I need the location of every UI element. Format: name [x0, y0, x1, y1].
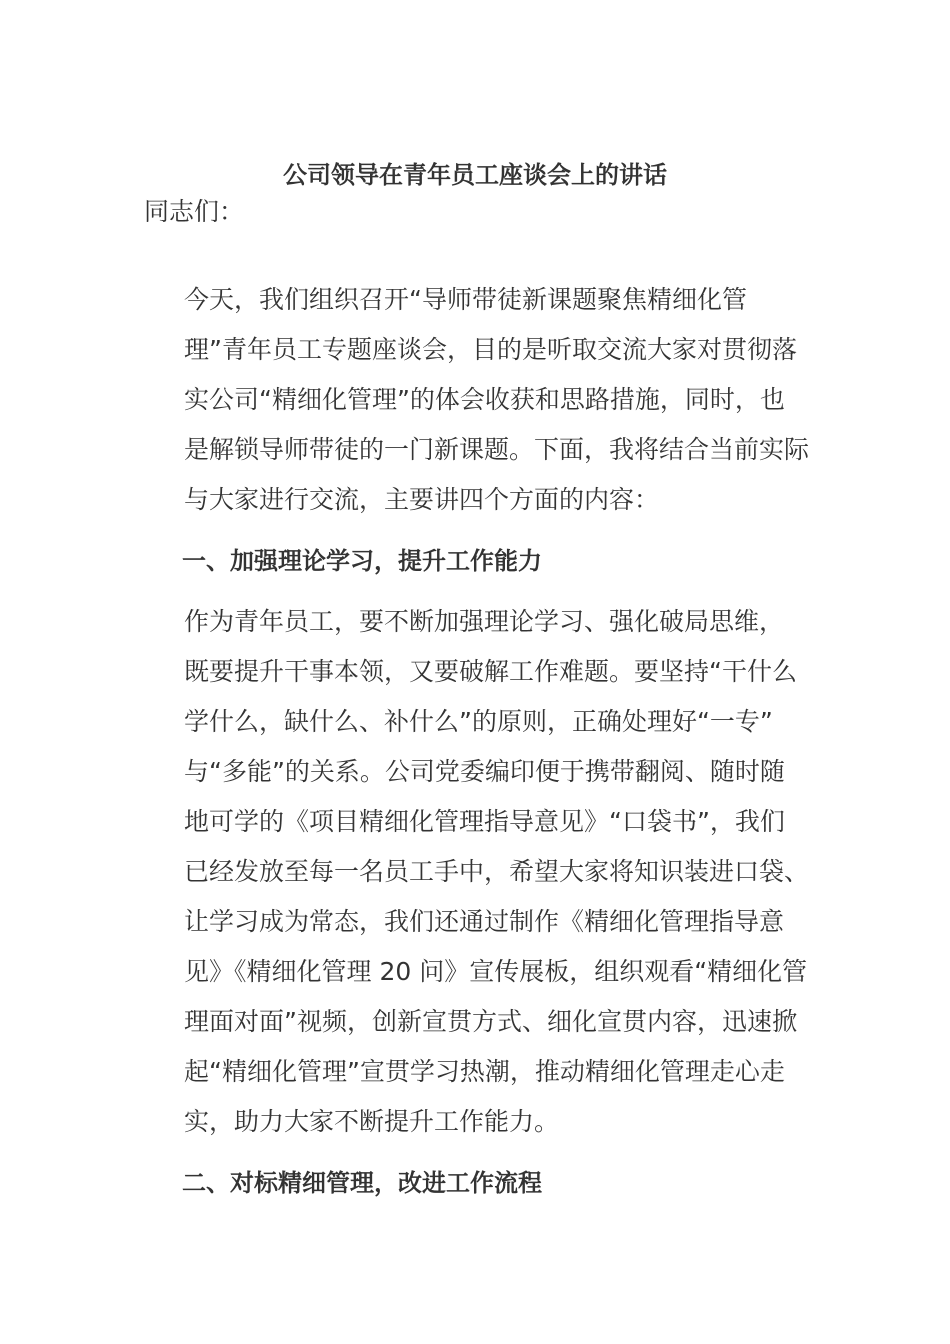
paragraph-line: 起“精细化管理”宣贯学习热潮，推动精细化管理走心走	[184, 1057, 785, 1086]
paragraph-line: 与大家进行交流，主要讲四个方面的内容：	[184, 485, 660, 514]
paragraph-line: 作为青年员工，要不断加强理论学习、强化破局思维，	[184, 607, 785, 636]
paragraph-line: 见》《精细化管理 20 问》宣传展板，组织观看“精细化管	[184, 957, 808, 986]
paragraph-intro	[144, 275, 824, 525]
paragraph-line: 学什么，缺什么、补什么”的原则，正确处理好“一专”	[184, 707, 773, 736]
paragraph-line: 理面对面”视频，创新宣贯方式、细化宣贯内容，迅速掀	[184, 1007, 797, 1036]
paragraph-line: 实，助力大家不断提升工作能力。	[184, 1107, 560, 1136]
paragraph-line: 今天，我们组织召开“导师带徒新课题聚焦精细化管	[184, 285, 747, 314]
paragraph-line: 理”青年员工专题座谈会，目的是听取交流大家对贯彻落	[184, 335, 797, 364]
paragraph-line: 让学习成为常态，我们还通过制作《精细化管理指导意	[184, 907, 785, 936]
section-heading-1: 一、加强理论学习，提升工作能力	[182, 547, 542, 575]
document-title: 公司领导在青年员工座谈会上的讲话	[283, 161, 667, 189]
salutation: 同志们：	[144, 197, 245, 226]
paragraph-line: 地可学的《项目精细化管理指导意见》“口袋书”，我们	[184, 807, 785, 836]
paragraph-line: 是解锁导师带徒的一门新课题。下面，我将结合当前实际	[184, 435, 810, 464]
paragraph-line: 既要提升干事本领，又要破解工作难题。要坚持“干什么	[184, 657, 797, 686]
paragraph-line: 与“多能”的关系。公司党委编印便于携带翻阅、随时随	[184, 757, 785, 786]
paragraph-line: 实公司“精细化管理”的体会收获和思路措施，同时，也	[184, 385, 785, 414]
section-heading-2: 二、对标精细管理，改进工作流程	[182, 1169, 542, 1197]
paragraph-line: 已经发放至每一名员工手中，希望大家将知识装进口袋、	[184, 857, 810, 886]
paragraph-section-1	[144, 597, 824, 1147]
